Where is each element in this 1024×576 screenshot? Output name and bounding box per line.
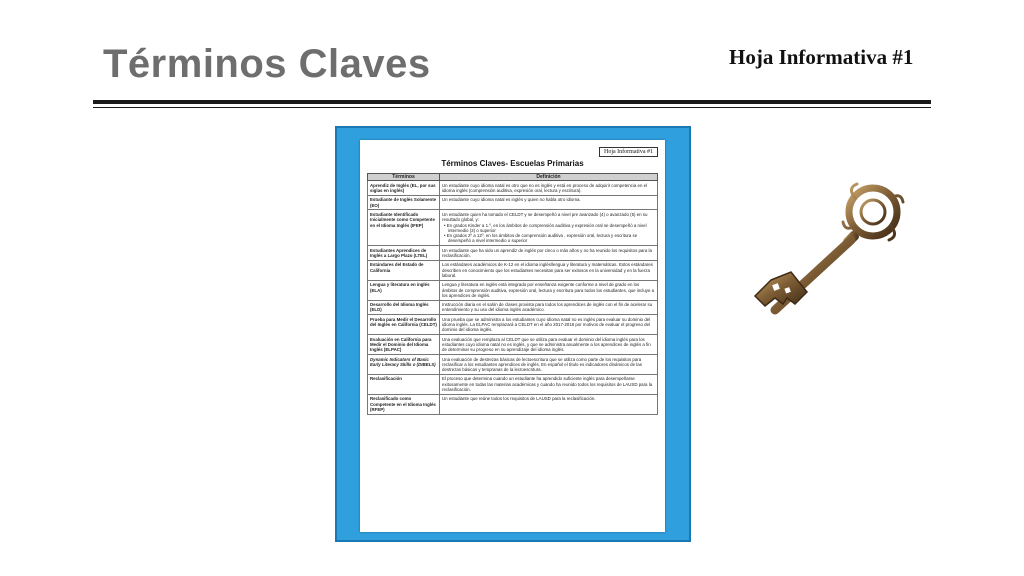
table-row (368, 355, 658, 375)
table-row (368, 280, 658, 300)
table-row (368, 260, 658, 280)
table-row (368, 246, 658, 261)
table-row (368, 300, 658, 315)
term-cell: Dynamic Indicators of Basic Early Literacy Skills o (DIBELS) (368, 355, 440, 375)
header-definition: Definición (440, 174, 658, 181)
definition-cell: Un estudiante cuyo idioma natal es inglés y quien no habla otro idioma. (440, 195, 658, 210)
handout-title: Términos Claves- Escuelas Primarias (441, 159, 584, 168)
term-cell: Estudiante de Inglés Solamente (EO) (368, 195, 440, 210)
handout-page (360, 140, 665, 532)
definition-cell: Lengua y literatura en inglés está integrado por enseñanza exigente conforme a nivel de grado en los ámbitos de comprensión auditiva, expresión oral, lectura y escritura para todos los estudiantes, que incluye a los aprendices de inglés. (440, 280, 658, 300)
divider-thick (93, 100, 931, 104)
definition-cell: Los estándares académicos de K-12 en el idioma inglés/lengua y literatura y matemáticas. Estos estándares describen en conocimiento que los estudiantes necesitan para ser exitosos en la universidad y en la fuerza laboral. (440, 260, 658, 280)
table-row (368, 210, 658, 246)
definition-text: Un estudiante quien ha tomado el CELDT y se desempeñó a nivel pre avanzado (4) o avanzado (5) en su resultado global, y: (442, 211, 648, 223)
term-cell: Reclasificación (368, 374, 440, 394)
handout-frame (335, 126, 691, 542)
definition-bullet: • En grados Kinder a 1.º, en los ámbitos de comprensión auditiva y expresión oral se desempeñó a nivel intermedio (3) o superior (444, 222, 647, 233)
term-cell: Estándares del Estado de California (368, 260, 440, 280)
table-row (368, 315, 658, 335)
antique-key-icon (745, 180, 910, 325)
term-cell: Estudiante Identificado Inicialmente como Competente en el Idioma Inglés (IFEP) (368, 210, 440, 246)
definition-cell: Instrucción diaria en el salón de clases provista para todos los aprendices de inglés con el fin de acelerar su entendimiento y su uso del idioma inglés académico. (440, 300, 658, 315)
term-cell: Prueba para Medir el Desarrollo del Inglés en California (CELDT) (368, 315, 440, 335)
table-row (368, 195, 658, 210)
term-cell: Estudiantes Aprendices de Inglés a Largo Plazo (LTEL) (368, 246, 440, 261)
definition-cell: Una evaluación que remplaza al CELDT que se utiliza para evaluar el dominio del idioma inglés para los estudiantes cuyo idioma natal no es inglés, y que se administra anualmente a los aprendices de inglés a fin de determinar su progreso en su aprendizaje del idioma inglés. (440, 335, 658, 355)
definition-cell: El proceso que determina cuando un estudiante ha aprendido suficiente inglés para desempeñarse exitosamente en todas las materias académicas y cuando ha reunido todos los requisitos de LAUSD para la reclasificación. (440, 374, 658, 394)
table-row (368, 394, 658, 414)
definition-cell: Un estudiante que reúne todos los requisitos de LAUSD para la reclasificación. (440, 394, 658, 414)
definition-bullet: • En grados 2º a 12º, en los ámbitos de comprensión auditiva , expresión oral, lectura y escritura se desempeñó a nivel intermedio o superior (444, 233, 638, 244)
table-row (368, 335, 658, 355)
table-row (368, 181, 658, 196)
definition-cell: Una evaluación de destrezas básicas de lectoescritura que se utiliza como parte de los requisitos para reclasificar a los estudiantes aprendices de inglés. En español el título es indicadores dinámicos de las destrezas básicas y tempranas de la lectoescritura. (440, 355, 658, 375)
definition-cell (440, 210, 658, 246)
table-header-row (368, 174, 658, 181)
term-cell: Desarrollo del Idioma Inglés (ELD) (368, 300, 440, 315)
handout-badge: Hoja Informativa #1 (599, 147, 658, 157)
header-terms: Términos (368, 174, 440, 181)
definition-cell: Una prueba que se administra a los estudiantes cuyo idioma natal no es inglés para evaluar su dominio del idioma inglés. La ELPAC remplazará a CELDT en el año 2017-2018 por motivos de evaluar el progreso del dominio del idioma inglés. (440, 315, 658, 335)
term-cell: Lengua y literatura en inglés (ELA) (368, 280, 440, 300)
definition-cell: Un estudiante que ha sido un aprendiz de inglés por cinco o más años y no ha reunido los requisitos para la reclasificación. (440, 246, 658, 261)
terms-table (367, 173, 658, 415)
table-row (368, 374, 658, 394)
term-cell: Aprendiz de Inglés (EL, por sus siglas en inglés) (368, 181, 440, 196)
term-cell: Reclasificado como Competente en el Idioma Inglés (RFEP) (368, 394, 440, 414)
slide-subtitle: Hoja Informativa #1 (729, 45, 914, 69)
term-cell: Evaluación en California para Medir el Dominio del Idioma Inglés (ELPAC) (368, 335, 440, 355)
definition-cell: Un estudiante cuyo idioma natal es otro que no es inglés y está en proceso de adquirir competencia en el idioma inglés (comprensión auditiva, expresión oral, lectura y escritura). (440, 181, 658, 196)
divider-thin (93, 107, 931, 108)
slide-title: Términos Claves (103, 42, 431, 86)
